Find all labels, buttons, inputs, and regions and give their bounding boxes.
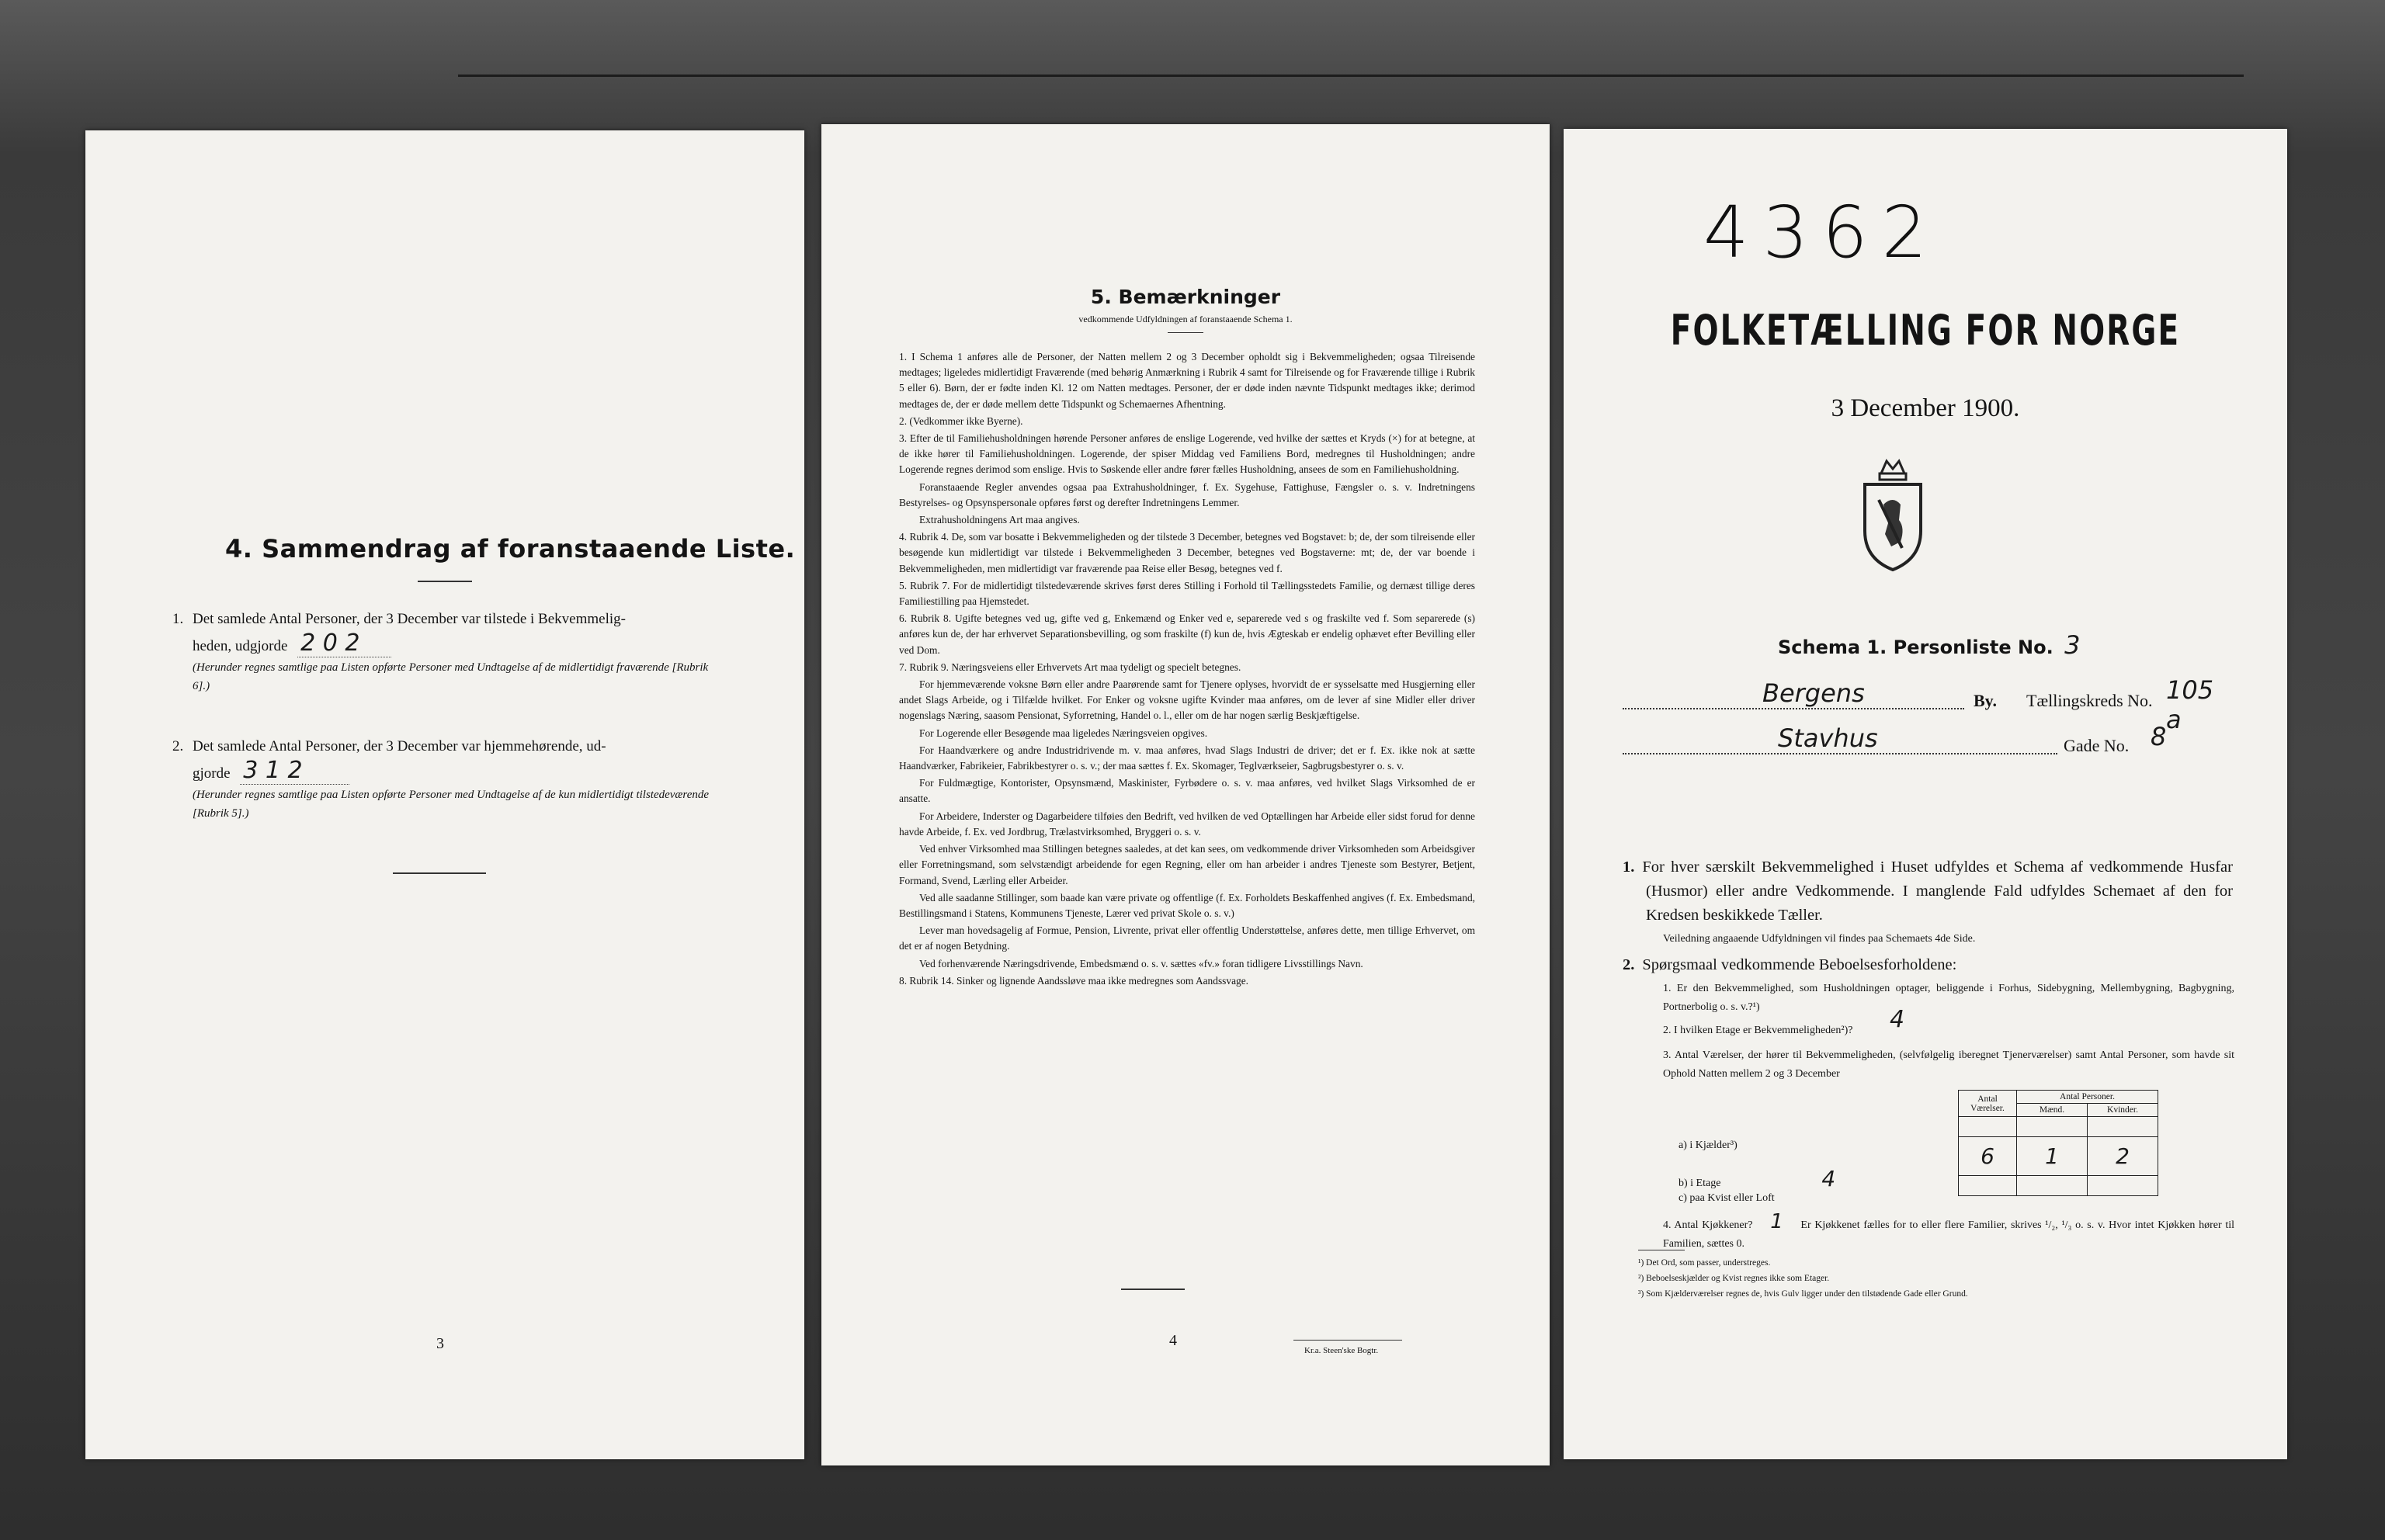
census-date: 3 December 1900. [1831, 394, 2020, 422]
remark-paragraph: Ved forhenværende Næringsdrivende, Embedsmænd o. s. v. sættes «fv.» foran tidligere Livsstillings Navn. [919, 957, 1363, 969]
street-handwritten: Stavhus [1778, 723, 1878, 753]
row-label-b [1679, 1166, 1942, 1191]
remark-paragraph: 4. Rubrik 4. De, som var bosatte i Bekvemmeligheden og der tilstede 3 December, betegnes ved Bogstavet: b; de, der som tilreisende eller besøgende kun midlertidigt var tilstede i Bekvemmeligheden 3 December, betegnes ved Bogstaverne: mt; de, der var boende i Bekvemmeligheden, men midlertidigt var fraværende paa Reise eller Besøg, betegnes ved f. [899, 531, 1475, 574]
question-2: 2. I hvilken Etage er Bekvemmeligheden²)? [1663, 1025, 1853, 1036]
archive-number-handwritten: 4362 [1703, 191, 1942, 274]
occupancy-table [1958, 1090, 2158, 1196]
footnote: ³) Som Kjælderværelser regnes de, hvis Gulv ligger under den tilstødende Gade eller Grund. [1638, 1289, 1968, 1299]
cell-men [2017, 1176, 2088, 1196]
remark-paragraph: Foranstaaende Regler anvendes ogsaa paa Extrahusholdninger, f. Ex. Sygehuse, Fattighuse, Fængsler o. s. v. Indretningens Bestyrelses- og Opsynspersonale opføres først og derefter Indretningens Lemmer. [899, 480, 1475, 508]
district-label: Tællingskreds No. [2026, 691, 2153, 710]
row-hand: 4 [1821, 1166, 1836, 1191]
page-number: 3 [436, 1335, 444, 1352]
printer-rule [1293, 1340, 1402, 1341]
remark-paragraph: 3. Efter de til Familiehusholdningen hørende Personer anføres de enslige Logerende, ved hvilke der sættes et Kryds (×) for at betegne, at de ikke hører til Familiehusholdningen. Logerende, der spiser Middag ved Familiens Bord, medregnes til Husholdningen; andre Logerende regnes derimod som enslige. Hvis to Søskende eller andre fører fælles Husholdning, ansees de som en Familiehusholdning. [899, 432, 1475, 476]
item2-line1: Det samlede Antal Personer, der 3 December var hjemmehørende, ud- [193, 738, 606, 754]
header-rooms: Antal Værelser. [1959, 1091, 2017, 1117]
page-cover [1564, 129, 2287, 1459]
printer-imprint: Kr.a. Steen'ske Bogtr. [1304, 1346, 1379, 1355]
cell-men: 1 [2017, 1137, 2088, 1176]
remarks-subtitle: vedkommende Udfyldningen af foranstaaende Schema 1. [1078, 314, 1293, 324]
title-rule [418, 581, 472, 582]
street-line [1623, 722, 2233, 761]
instruction-2-text: Spørgsmaal vedkommende Beboelsesforholdene: [1642, 956, 1957, 973]
town-handwritten: Bergens [1762, 678, 1865, 708]
cell-women [2088, 1117, 2158, 1137]
cell-men [2017, 1117, 2088, 1137]
schema-line [1778, 630, 2080, 660]
row-label: a) i Kjælder³) [1679, 1139, 1738, 1151]
remark-paragraph: Ved alle saadanne Stillinger, som baade kan være private og offentlige (f. Ex. Forholdets Beskaffenhed angives (f. Ex. Embedsmand, Bestillingsmand i Statens, Kommunens Tjeneste, Lærer ved privat Skole o. s. v.) [899, 891, 1475, 919]
item1-line2: heden, udgjorde [193, 638, 288, 654]
page-number: 4 [1169, 1332, 1177, 1349]
cell-rooms [1959, 1176, 2017, 1196]
remark-paragraph: 8. Rubrik 14. Sinker og lignende Aandssløve maa ikke medregnes som Aandssvage. [899, 974, 1248, 987]
summary-item-2 [172, 734, 725, 835]
remark-paragraph: Ved enhver Virksomhed maa Stillingen betegnes saaledes, at det kan sees, om vedkommende driver Virksomheden som Arbeidsgiver eller Forretningsmand, som selvstændigt arbeidende for egen Regning, eller om han arbeider i andres Tjeneste som Bestyrer, Betjent, Formand, Svend, Lærling eller Arbeider. [899, 843, 1475, 886]
row-label-a [1679, 1139, 1942, 1152]
remark-paragraph: Lever man hovedsagelig af Formue, Pension, Livrente, privat eller offentlig Understøttelse, anføres dette, men tillige Erhvervet, om det er af nogen Betydning. [899, 924, 1475, 952]
street-number-label: Gade No. [2064, 736, 2130, 755]
dotted-line [1623, 708, 1964, 709]
remark-paragraph: For Fuldmægtige, Kontorister, Opsynsmænd, Maskinister, Fyrbødere o. s. v. maa anføres, ved hvilket Slags Virksomhed de er ansatte. [899, 777, 1475, 805]
top-rule [458, 75, 2244, 77]
page-remarks [821, 124, 1550, 1465]
remark-paragraph: Extrahusholdningens Art maa angives. [919, 514, 1080, 526]
schema-label: Schema 1. Personliste No. [1778, 636, 2053, 658]
remark-paragraph: 1. I Schema 1 anføres alle de Personer, der Natten mellem 2 og 3 December opholdt sig i Bekvemmeligheden; ogsaa Tilreisende medtages; ligeledes midlertidigt Fraværende (med behørig Anmærkning i Rubrik 4 samt for Tilreisende og for Fraværende tillige i Rubrik 5 eller 6). Børn, der er fødte inden Kl. 12 om Natten medtages. Personer, der er døde inden nævnte Tidspunkt medtages ikke; derimod medtages de, der er døde mellem dette Tidspunkt og Schemaernes Afhentning. [899, 351, 1475, 410]
census-title: FOLKETÆLLING FOR NORGE [1670, 306, 2181, 355]
question-4-text: Er Kjøkkenet fælles for to eller flere Familier, skrives ¹/₂, ¹/₃ o. s. v. Hvor intet Kjøkken hører til Familien, sættes 0. [1663, 1219, 2234, 1250]
item-number: 1. [172, 611, 184, 627]
coat-of-arms-icon [1854, 456, 1932, 573]
item1-handwritten-count: 2 0 2 [297, 630, 391, 657]
cell-rooms: 6 [1959, 1137, 2017, 1176]
item2-line2: gjorde [193, 765, 231, 782]
footnote: ²) Beboelseskjælder og Kvist regnes ikke som Etager. [1638, 1274, 1830, 1283]
instruction-1-text: For hver særskilt Bekvemmelighed i Huset udfyldes et Schema af vedkommende Husfar (Husmor) eller andre Vedkommende. I manglende Fald udfyldes Schemaet af den for Kredsen beskikkede Tæller. [1642, 858, 2233, 924]
summary-item-1 [172, 607, 725, 708]
question-1: 1. Er den Bekvemmelighed, som Husholdningen optager, beliggende i Forhus, Sidebygning, Mellembygning, Bagbygning, Portnerbolig o. s. v.?¹) [1663, 983, 2234, 1013]
header-persons: Antal Personer. [2017, 1091, 2158, 1104]
remark-paragraph: For Haandværkere og andre Industridrivende m. v. maa anføres, hvad Slags Industri de driver; det er f. Ex. ikke nok at sætte Haandværker, Fabrikeier, Fabrikbestyrer o. s. v.; der maa sættes f. Ex. Skomager, Teglværkseier, Sagbrugsbestyrer o. s. v. [899, 744, 1475, 772]
header-men: Mænd. [2017, 1104, 2088, 1117]
dotted-line [1623, 753, 2057, 754]
kitchens-handwritten: 1 [1770, 1210, 1783, 1233]
item2-handwritten-count: 3 1 2 [240, 757, 349, 785]
item-number: 2. [172, 738, 184, 754]
item1-line1: Det samlede Antal Personer, der 3 December var tilstede i Bekvemmelig- [193, 611, 626, 627]
item-number: 1. [1623, 858, 1635, 876]
cell-women: 2 [2088, 1137, 2158, 1176]
header-women: Kvinder. [2088, 1104, 2158, 1117]
row-label: b) i Etage [1679, 1178, 1721, 1189]
question-3: 3. Antal Værelser, der hører til Bekvemmeligheden, (selvfølgelig iberegnet Tjenerværelser) samt Antal Personer, som havde sit Ophold Natten mellem 2 og 3 December [1663, 1049, 2234, 1080]
footnote: ¹) Det Ord, som passer, understreges. [1638, 1258, 1771, 1268]
instruction-1 [1623, 855, 2233, 928]
remark-paragraph: For Arbeidere, Inderster og Dagarbeidere tilføies den Bedrift, ved hvilken de ved Optællingen har Arbeide eller sidst forud for denne havde Arbeide, f. Ex. ved Jordbrug, Trælastvirksomhed, Bryggeri o. s. v. [899, 810, 1475, 838]
remark-paragraph: 6. Rubrik 8. Ugifte betegnes ved ug, gifte ved g, Enkemænd og Enker ved e, separerede ved s og fraskilte ved f. Som separerede (s) anføres kun de, der har erhvervet Separationsbevilling, og som fraskilte (f) kun de, hvis Ægteskab er endelig ophævet efter Bevilling eller ved Dom. [899, 612, 1475, 656]
subtitle-rule [1168, 332, 1203, 333]
remark-paragraph: For hjemmeværende voksne Børn eller andre Paarørende samt for Tjenere oplyses, hvorvidt de er sysselsatte med Husgjerning eller andet Slags Arbeide, og i Tilfælde hvilket. For Enker og voksne ugifte Kvinder maa anføres, om de lever af sine Midler eller driver nogenslags Næring, saasom Pensionat, Syforretning, Handel o. l., eller om de har nogen særlig Beskjæftigelse. [899, 678, 1475, 722]
remarks-body [899, 349, 1475, 990]
end-rule [1121, 1289, 1185, 1290]
floor-handwritten: 4 [1890, 1006, 1905, 1033]
town-line [1623, 675, 2233, 734]
cell-women [2088, 1176, 2158, 1196]
remark-paragraph: 2. (Vedkommer ikke Byerne). [899, 414, 1023, 427]
end-rule [393, 872, 486, 874]
row-label-c [1679, 1192, 1942, 1205]
instruction-2 [1623, 953, 2233, 977]
district-handwritten: 105 a [2166, 675, 2214, 734]
street-number-handwritten: 8 [2151, 722, 2167, 751]
remark-paragraph: 7. Rubrik 9. Næringsveiens eller Erhvervets Art maa tydeligt og specielt betegnes. [899, 661, 1241, 673]
row-label: c) paa Kvist eller Loft [1679, 1192, 1775, 1204]
summary-title: 4. Sammendrag af foranstaaende Liste. [225, 534, 796, 564]
list-number-handwritten: 3 [2064, 630, 2081, 660]
town-label: By. [1974, 691, 1997, 710]
item2-note: (Herunder regnes samtlige paa Listen opførte Personer med Undtagelse af de kun midlertidigt tilstedeværende [Rubrik 5].) [193, 789, 710, 820]
item-number: 2. [1623, 956, 1635, 973]
remarks-title: 5. Bemærkninger [1090, 286, 1281, 308]
question-4-label: 4. Antal Kjøkkener? [1663, 1219, 1753, 1231]
cell-rooms [1959, 1117, 2017, 1137]
remark-paragraph: For Logerende eller Besøgende maa ligeledes Næringsveien opgives. [919, 727, 1208, 739]
remark-paragraph: 5. Rubrik 7. For de midlertidigt tilstedeværende skrives først deres Stilling i Forhold til Tællingsstedets Familie, og dernæst tillige deres Familiestilling paa Hjemstedet. [899, 579, 1475, 608]
question-4 [1663, 1212, 2234, 1254]
item1-note: (Herunder regnes samtlige paa Listen opførte Personer med Undtagelse af de midlertidigt fraværende [Rubrik 6].) [193, 661, 709, 692]
page-summary [85, 130, 804, 1459]
instruction-1-note: Veiledning angaaende Udfyldningen vil findes paa Schemaets 4de Side. [1663, 933, 1976, 945]
